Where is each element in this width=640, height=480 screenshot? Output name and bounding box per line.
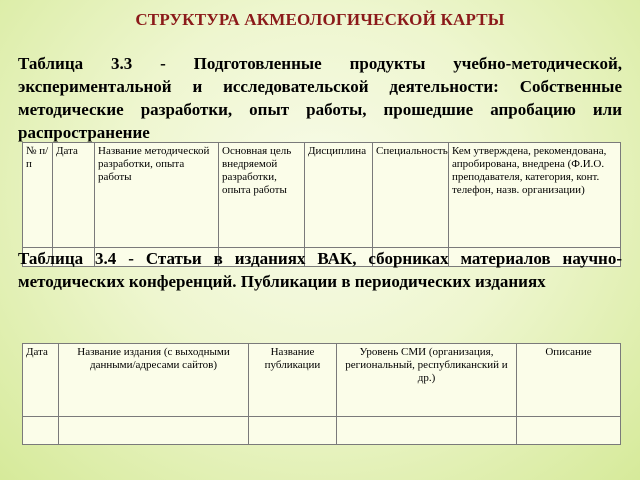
column-publication-name: Название публикации <box>249 344 337 417</box>
table-3-4-heading: Таблица 3.4 - Статьи в изданиях ВАК, сборниках материалов научно-методических конференций. Публикации в периодических изданиях <box>18 249 622 291</box>
column-description: Описание <box>517 344 621 417</box>
table-row <box>23 417 621 445</box>
column-approved-by: Кем утверждена, рекомендована, апробирована, внедрена (Ф.И.О. преподавателя, категория, конт. телефон, назв. организации) <box>449 143 621 248</box>
column-media-level: Уровень СМИ (организация, региональный, республиканский и др.) <box>337 344 517 417</box>
slide-title: СТРУКТУРА АКМЕОЛОГИЧЕСКОЙ КАРТЫ <box>135 10 505 29</box>
table-cell[interactable] <box>337 417 517 445</box>
column-main-goal: Основная цель внедряемой разработки, опыта работы <box>219 143 305 248</box>
table-cell[interactable] <box>517 417 621 445</box>
table-cell[interactable] <box>59 417 249 445</box>
column-specialty: Специальность <box>373 143 449 248</box>
table-3-4 <box>22 343 621 445</box>
column-edition-name: Название издания (с выходными данными/адресами сайтов) <box>59 344 249 417</box>
table-3-3-heading: Таблица 3.3 - Подготовленные продукты учебно-методической, экспериментальной и исследовательской деятельности: Собственные методические разработки, опыт работы, прошедшие апробацию или распространение <box>18 54 622 142</box>
column-date: Дата <box>53 143 95 248</box>
column-number: № п/п <box>23 143 53 248</box>
table-3-4-header-row <box>23 344 621 417</box>
table-cell[interactable] <box>249 417 337 445</box>
table-3-3-header-row <box>23 143 621 248</box>
column-development-name: Название методической разработки, опыта работы <box>95 143 219 248</box>
table-cell[interactable] <box>23 417 59 445</box>
column-date: Дата <box>23 344 59 417</box>
column-discipline: Дисциплина <box>305 143 373 248</box>
